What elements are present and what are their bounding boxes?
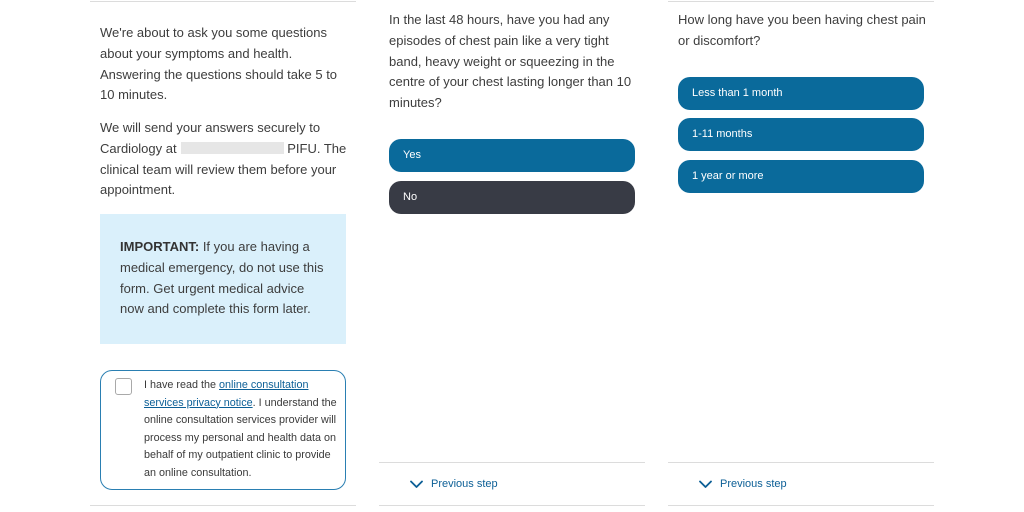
privacy-consent-card[interactable] xyxy=(100,370,346,490)
top-divider xyxy=(668,1,934,2)
top-divider xyxy=(90,1,356,2)
footer-divider xyxy=(379,462,645,463)
previous-step-link[interactable] xyxy=(410,476,498,492)
consent-text-after: . I understand the online consultation services provider will process my personal and health data on behalf of my outpatient clinic to provide an online consultation. xyxy=(144,396,337,479)
question-text: How long have you been having chest pain or discomfort? xyxy=(678,12,926,48)
privacy-notice-link[interactable]: online consultation services privacy notice xyxy=(144,379,309,409)
important-label: IMPORTANT: xyxy=(120,239,200,254)
send-text-before: We will send your answers securely to Cardiology at xyxy=(100,120,321,156)
intro-text: We're about to ask you some questions about your symptoms and health. Answering the questions should take 5 to 10 minutes. xyxy=(100,25,338,103)
answer-1-11-months-button[interactable]: 1-11 months xyxy=(678,118,924,151)
bottom-divider xyxy=(90,505,356,506)
redacted-hospital-name xyxy=(181,142,284,154)
bottom-divider xyxy=(668,505,934,506)
consent-text xyxy=(144,377,340,483)
send-text-after: PIFU. The clinical team will review them before your appointment. xyxy=(100,140,347,198)
answer-yes-button[interactable]: Yes xyxy=(389,139,635,172)
answer-less-than-1-month-button[interactable]: Less than 1 month xyxy=(678,77,924,110)
chest-pain-duration-panel xyxy=(668,0,934,512)
bottom-divider xyxy=(379,505,645,506)
intro-panel xyxy=(90,0,356,512)
chevron-down-icon xyxy=(410,480,423,489)
important-text: If you are having a medical emergency, do not use this form. Get urgent medical advice now and complete this form later. xyxy=(120,239,324,317)
previous-step-label: Previous step xyxy=(431,478,498,490)
answer-1-year-or-more-button[interactable]: 1 year or more xyxy=(678,160,924,193)
previous-step-link[interactable] xyxy=(699,476,787,492)
previous-step-label: Previous step xyxy=(720,478,787,490)
chevron-down-icon xyxy=(699,480,712,489)
important-notice xyxy=(100,214,346,344)
footer-divider xyxy=(668,462,934,463)
chest-pain-episode-panel xyxy=(379,0,645,512)
send-answers-text xyxy=(100,118,350,201)
consent-checkbox[interactable] xyxy=(115,378,132,395)
consent-text-before: I have read the xyxy=(144,379,220,391)
question-text: In the last 48 hours, have you had any episodes of chest pain like a very tight band, heavy weight or squeezing in the centre of your chest lasting longer than 10 minutes? xyxy=(389,12,632,111)
answer-no-button[interactable]: No xyxy=(389,181,635,214)
